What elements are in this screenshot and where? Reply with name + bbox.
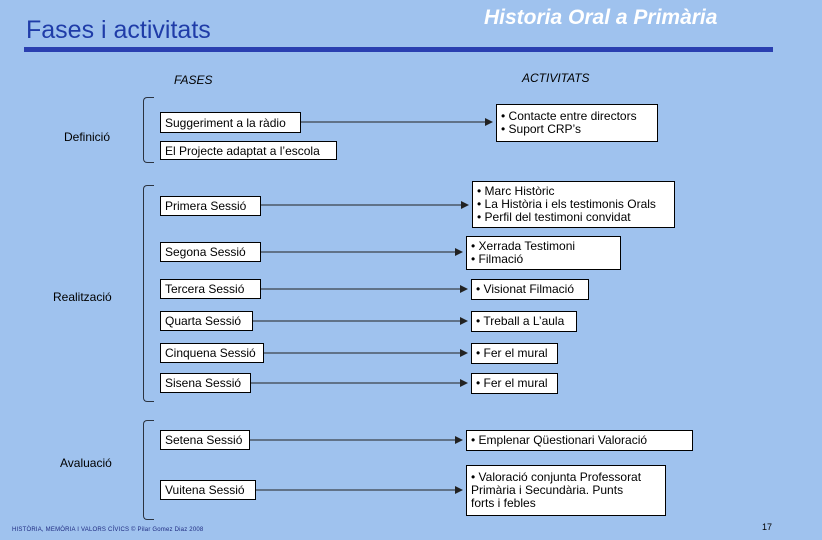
activity-line: • Contacte entre directors bbox=[501, 109, 637, 123]
activity-line: • Xerrada Testimoni bbox=[471, 239, 576, 253]
activity-line: • Marc Històric bbox=[477, 184, 555, 198]
activity-line: • Fer el mural bbox=[476, 376, 548, 390]
activity-box bbox=[496, 104, 658, 142]
phase-label-avaluacio: Avaluació bbox=[60, 456, 112, 470]
activity-line: • Fer el mural bbox=[476, 346, 548, 360]
activity-line: • La Història i els testimonis Orals bbox=[477, 197, 656, 211]
activity-box bbox=[466, 465, 666, 516]
step-box: Tercera Sessió bbox=[160, 279, 261, 299]
activity-line: • Filmació bbox=[471, 252, 524, 266]
activity-box bbox=[471, 343, 558, 364]
activity-box bbox=[466, 430, 693, 451]
step-box: Segona Sessió bbox=[160, 242, 261, 262]
step-box: Quarta Sessió bbox=[160, 311, 253, 331]
activity-box bbox=[471, 311, 577, 332]
phases-column-heading: FASES bbox=[174, 73, 213, 87]
activity-box bbox=[466, 236, 621, 270]
step-box: Vuitena Sessió bbox=[160, 480, 256, 500]
step-box: Sisena Sessió bbox=[160, 373, 251, 393]
step-box: Suggeriment a la ràdio bbox=[160, 112, 301, 133]
step-box: Primera Sessió bbox=[160, 196, 261, 216]
activity-box bbox=[472, 181, 675, 228]
activity-line: • Perfil del testimoni convidat bbox=[477, 210, 631, 224]
activity-line: • Emplenar Qüestionari Valoració bbox=[471, 433, 648, 447]
phase-label-definicio: Definició bbox=[64, 130, 111, 144]
activity-box bbox=[471, 373, 558, 394]
page-subtitle: Historia Oral a Primària bbox=[484, 6, 718, 29]
phase-label-realitzacio: Realització bbox=[53, 290, 112, 304]
activity-box bbox=[471, 279, 589, 300]
step-box: El Projecte adaptat a l’escola bbox=[160, 141, 337, 160]
activity-line: forts i febles bbox=[471, 496, 536, 510]
activity-line: • Suport CRP’s bbox=[501, 122, 582, 136]
step-box: Cinquena Sessió bbox=[160, 343, 264, 363]
page-title: Fases i activitats bbox=[26, 16, 211, 44]
activity-line: Primària i Secundària. Punts bbox=[471, 483, 624, 497]
activity-line: • Visionat Filmació bbox=[476, 282, 575, 296]
page-number: 17 bbox=[762, 522, 773, 532]
activity-line: • Valoració conjunta Professorat bbox=[471, 470, 642, 484]
activity-line: • Treball a L’aula bbox=[476, 314, 565, 328]
footer-credit: HISTÒRIA, MEMÒRIA I VALORS CÍVICS © Pilar Gomez Diaz 2008 bbox=[12, 527, 204, 533]
activities-column-heading: ACTIVITATS bbox=[522, 71, 590, 85]
step-box: Setena Sessió bbox=[160, 430, 250, 450]
